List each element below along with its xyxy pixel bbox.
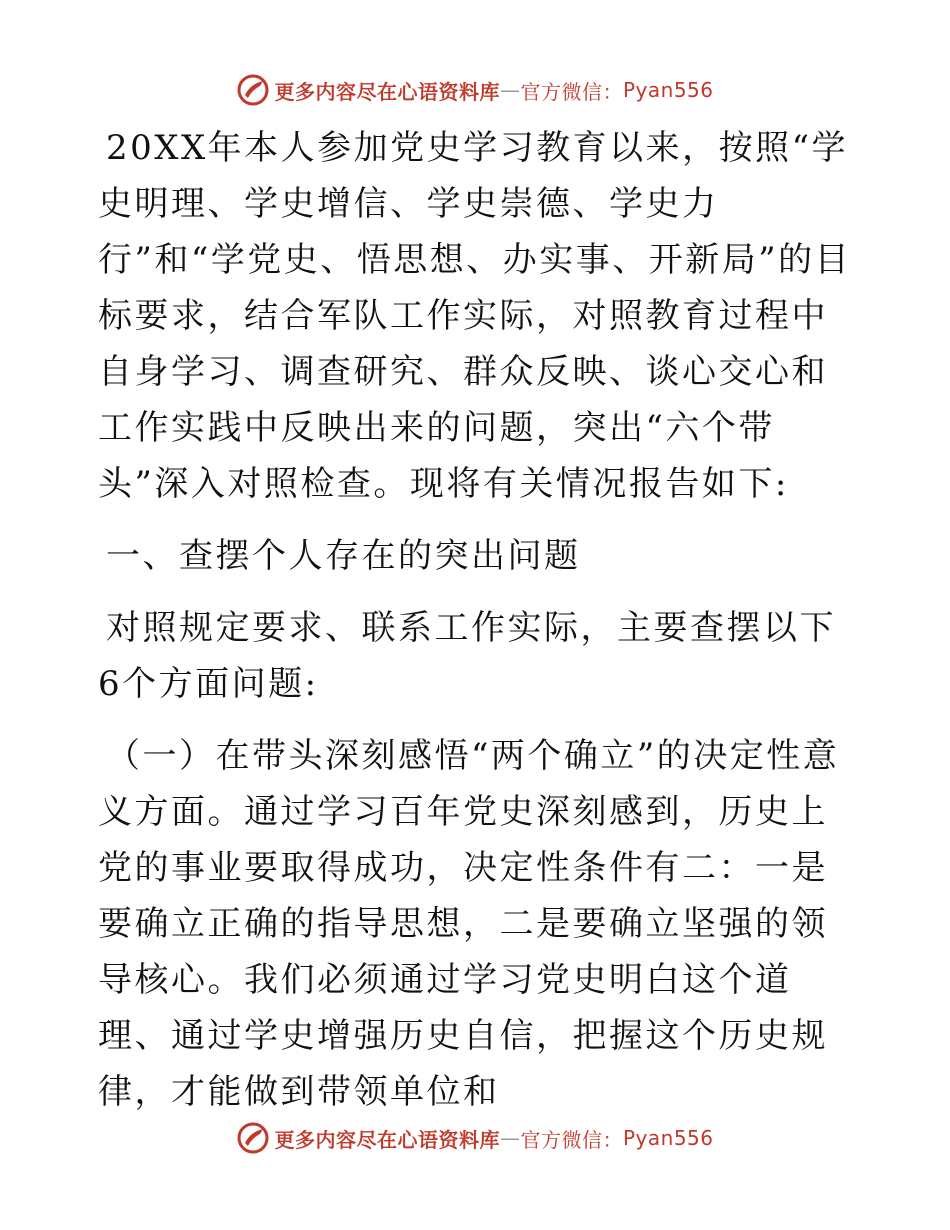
banner-wechat-id: Pyan556: [622, 1126, 714, 1150]
subsection-paragraph: （一）在带头深刻感悟“两个确立”的决定性意义方面。通过学习百年党史深刻感到，历史上党的事业要取得成功，决定性条件有二：一是要确立正确的指导思想，二是要确立坚强的领导核心。我们必须通过学习党史明白这个道理、通过学史增强历史自信，把握这个历史规律，才能做到带领单位和: [98, 736, 840, 1112]
banner-wechat-id: Pyan556: [622, 78, 714, 102]
footer-watermark-banner: [0, 1118, 950, 1158]
banner-wechat-label: 官方微信：: [520, 1127, 623, 1152]
brush-logo-icon: [236, 73, 270, 107]
banner-main-text: 更多内容尽在心语资料库: [274, 79, 500, 104]
banner-wechat-label: 官方微信：: [520, 79, 623, 104]
banner-main-text: 更多内容尽在心语资料库: [274, 1127, 500, 1152]
section-intro-paragraph: 对照规定要求、联系工作实际，主要查摆以下6个方面问题:: [98, 608, 836, 704]
brush-logo-icon: [236, 1121, 270, 1155]
intro-paragraph: 20XX年本人参加党史学习教育以来，按照“学史明理、学史增信、学史崇德、学史力行”和“学党史、悟思想、办实事、开新局”的目标要求，结合军队工作实际，对照教育过程中自身学习、调查研究、群众反映、谈心交心和工作实践中反映出来的问题，突出“六个带头”深入对照检查。现将有关情况报告如下:: [98, 128, 852, 504]
header-watermark-banner: [0, 70, 950, 110]
section-heading: 一、查摆个人存在的突出问题: [106, 536, 581, 576]
banner-dash: —: [499, 1126, 521, 1150]
document-body: [98, 120, 858, 1120]
banner-dash: —: [499, 78, 521, 102]
